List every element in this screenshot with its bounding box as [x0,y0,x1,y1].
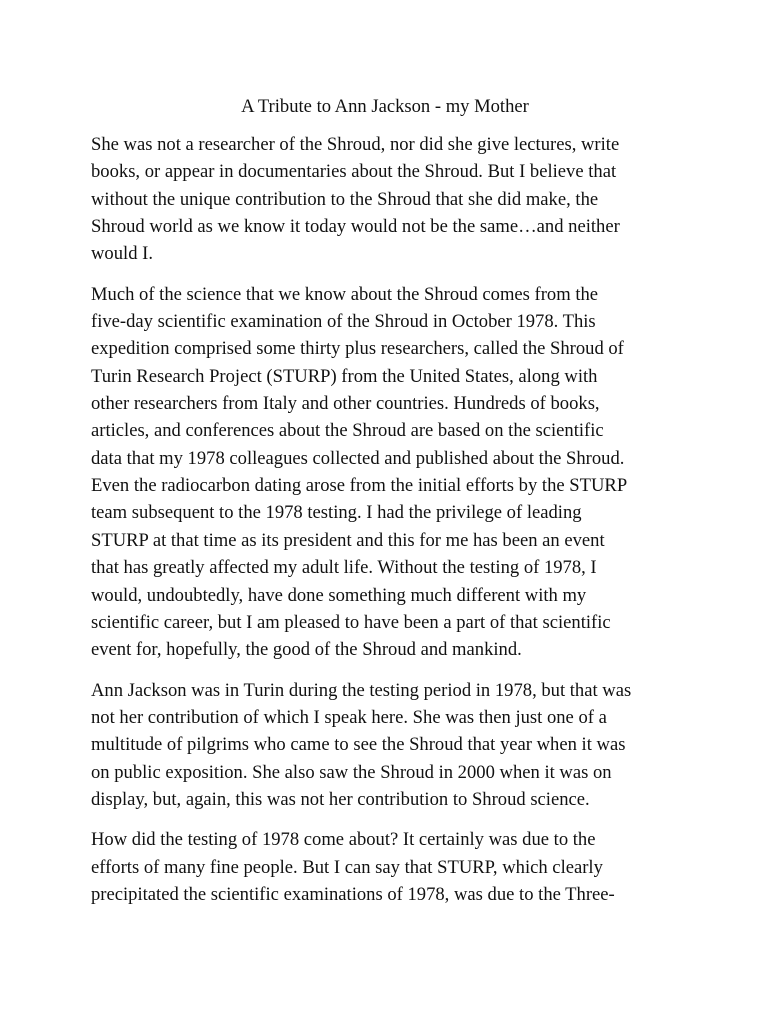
text-line: on public exposition. She also saw the Shroud in 2000 when it was on [91,761,612,783]
text-line: data that my 1978 colleagues collected and published about the Shroud. [91,447,625,469]
text-line: scientific career, but I am pleased to have been a part of that scientific [91,611,611,633]
text-line: Shroud world as we know it today would not be the same…and neither [91,216,620,238]
text-line: Much of the science that we know about the Shroud comes from the [91,283,599,305]
text-line: precipitated the scientific examinations of 1978, was due to the Three- [91,883,615,905]
text-line: Even the radiocarbon dating arose from the initial efforts by the STURP [91,475,628,497]
text-line: How did the testing of 1978 come about? It certainly was due to the [91,829,596,851]
paragraph-4 [91,826,691,908]
text-line: Turin Research Project (STURP) from the United States, along with [91,365,598,387]
text-line: five-day scientific examination of the Shroud in October 1978. This [91,311,596,333]
text-line: Ann Jackson was in Turin during the testing period in 1978, but that was [91,679,632,701]
text-line: would, undoubtedly, have done something much different with my [91,584,587,606]
text-line: STURP at that time as its president and this for me has been an event [91,529,605,551]
text-line: event for, hopefully, the good of the Shroud and mankind. [91,639,522,661]
text-line: would I. [91,243,153,265]
text-line: that has greatly affected my adult life. Without the testing of 1978, I [91,557,597,579]
paragraph-2 [91,281,691,664]
text-line: books, or appear in documentaries about the Shroud. But I believe that [91,161,617,183]
paragraph-3 [91,677,691,814]
paragraph-1 [91,131,691,268]
text-line: expedition comprised some thirty plus researchers, called the Shroud of [91,338,624,360]
text-line: She was not a researcher of the Shroud, nor did she give lectures, write [91,134,620,155]
document-body [91,131,691,921]
text-line: efforts of many fine people. But I can say that STURP, which clearly [91,856,603,878]
text-line: display, but, again, this was not her contribution to Shroud science. [91,788,590,810]
text-line: not her contribution of which I speak here. She was then just one of a [91,706,607,728]
page-title: A Tribute to Ann Jackson - my Mother [241,96,529,117]
text-line: team subsequent to the 1978 testing. I had the privilege of leading [91,502,582,524]
text-line: without the unique contribution to the Shroud that she did make, the [91,188,599,210]
text-line: multitude of pilgrims who came to see the Shroud that year when it was [91,734,626,756]
text-line: other researchers from Italy and other countries. Hundreds of books, [91,393,600,415]
text-line: articles, and conferences about the Shroud are based on the scientific [91,420,604,442]
